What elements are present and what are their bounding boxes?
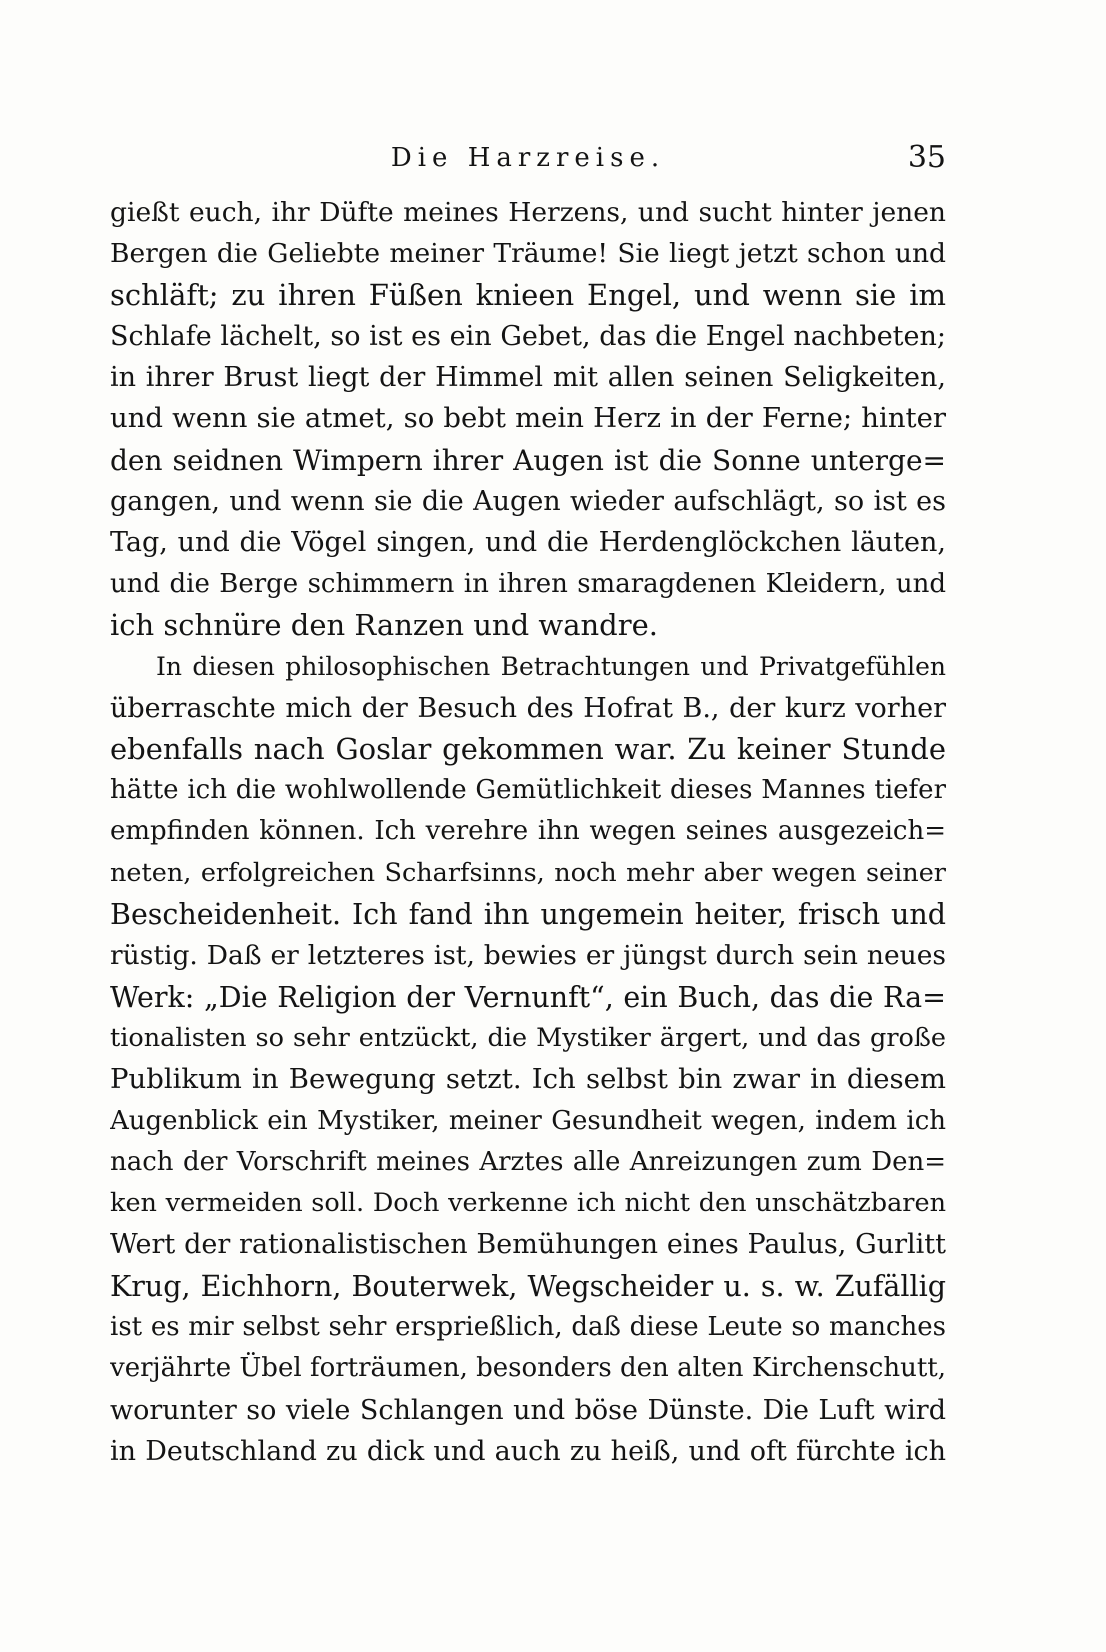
text-line: Bergen die Geliebte meiner Träume! Sie liegt jetzt schon und bbox=[110, 238, 946, 270]
text-line: Augenblick ein Mystiker, meiner Gesundheit wegen, indem ich bbox=[110, 1105, 946, 1136]
text-line: tionalisten so sehr entzückt, die Mystiker ärgert, und das große bbox=[110, 1022, 946, 1053]
text-line: Schlafe lächelt, so ist es ein Gebet, das die Engel nachbeten; bbox=[110, 320, 946, 352]
text-line: in Deutschland zu dick und auch zu heiß, und oft fürchte ich bbox=[110, 1435, 946, 1467]
text-line: Publikum in Bewegung setzt. Ich selbst bin zwar in diesem bbox=[110, 1063, 946, 1096]
text-line: hätte ich die wohlwollende Gemütlichkeit dieses Mannes tiefer bbox=[110, 775, 946, 806]
text-line: ist es mir selbst sehr ersprießlich, daß diese Leute so manches bbox=[110, 1312, 946, 1343]
text-line: den seidnen Wimpern ihrer Augen ist die Sonne unterge= bbox=[110, 443, 946, 477]
text-line: neten, erfolgreichen Scharfsinns, noch mehr aber wegen seiner bbox=[110, 857, 946, 888]
body-text bbox=[110, 192, 946, 1472]
text-line: Tag, und die Vögel singen, und die Herdenglöckchen läuten, bbox=[110, 527, 946, 559]
running-title: Die Harzreise. bbox=[390, 143, 666, 173]
text-line: in ihrer Brust liegt der Himmel mit allen seinen Seligkeiten, bbox=[110, 362, 946, 394]
text-line: Wert der rationalistischen Bemühungen eines Paulus, Gurlitt bbox=[110, 1229, 946, 1261]
text-line: ebenfalls nach Goslar gekommen war. Zu keiner Stunde bbox=[110, 731, 946, 766]
text-line: schläft; zu ihren Füßen knieen Engel, und wenn sie im bbox=[110, 277, 946, 312]
text-line: rüstig. Daß er letzteres ist, bewies er jüngst durch sein neues bbox=[110, 940, 946, 972]
text-line: gangen, und wenn sie die Augen wieder aufschlägt, so ist es bbox=[110, 486, 946, 518]
text-line: ken vermeiden soll. Doch verkenne ich nicht den unschätzbaren bbox=[110, 1188, 946, 1219]
text-line: nach der Vorschrift meines Arztes alle Anreizungen zum Den= bbox=[110, 1146, 946, 1177]
page-number: 35 bbox=[907, 140, 946, 175]
paragraph-end-line: ich schnüre den Ranzen und wandre. bbox=[110, 607, 658, 642]
text-line: überraschte mich der Besuch des Hofrat B., der kurz vorher bbox=[110, 692, 946, 724]
paragraph-start-line: In diesen philosophischen Betrachtungen und Privatgefühlen bbox=[156, 652, 946, 682]
text-line: gießt euch, ihr Düfte meines Herzens, und sucht hinter jenen bbox=[110, 197, 946, 228]
text-line: Bescheidenheit. Ich fand ihn ungemein heiter, frisch und bbox=[110, 898, 946, 932]
running-head bbox=[110, 138, 946, 178]
text-line: empfinden können. Ich verehre ihn wegen seines ausgezeich= bbox=[110, 816, 946, 847]
text-line: und die Berge schimmern in ihren smaragdenen Kleidern, und bbox=[110, 568, 946, 599]
text-line: Krug, Eichhorn, Bouterwek, Wegscheider u. s. w. Zufällig bbox=[110, 1269, 946, 1303]
text-line: verjährte Übel forträumen, besonders den alten Kirchenschutt, bbox=[110, 1353, 946, 1384]
text-line: Werk: „Die Religion der Vernunft“, ein Buch, das die Ra= bbox=[110, 980, 946, 1014]
text-line: worunter so viele Schlangen und böse Dünste. Die Luft wird bbox=[110, 1394, 946, 1426]
text-line: und wenn sie atmet, so bebt mein Herz in der Ferne; hinter bbox=[110, 402, 946, 435]
